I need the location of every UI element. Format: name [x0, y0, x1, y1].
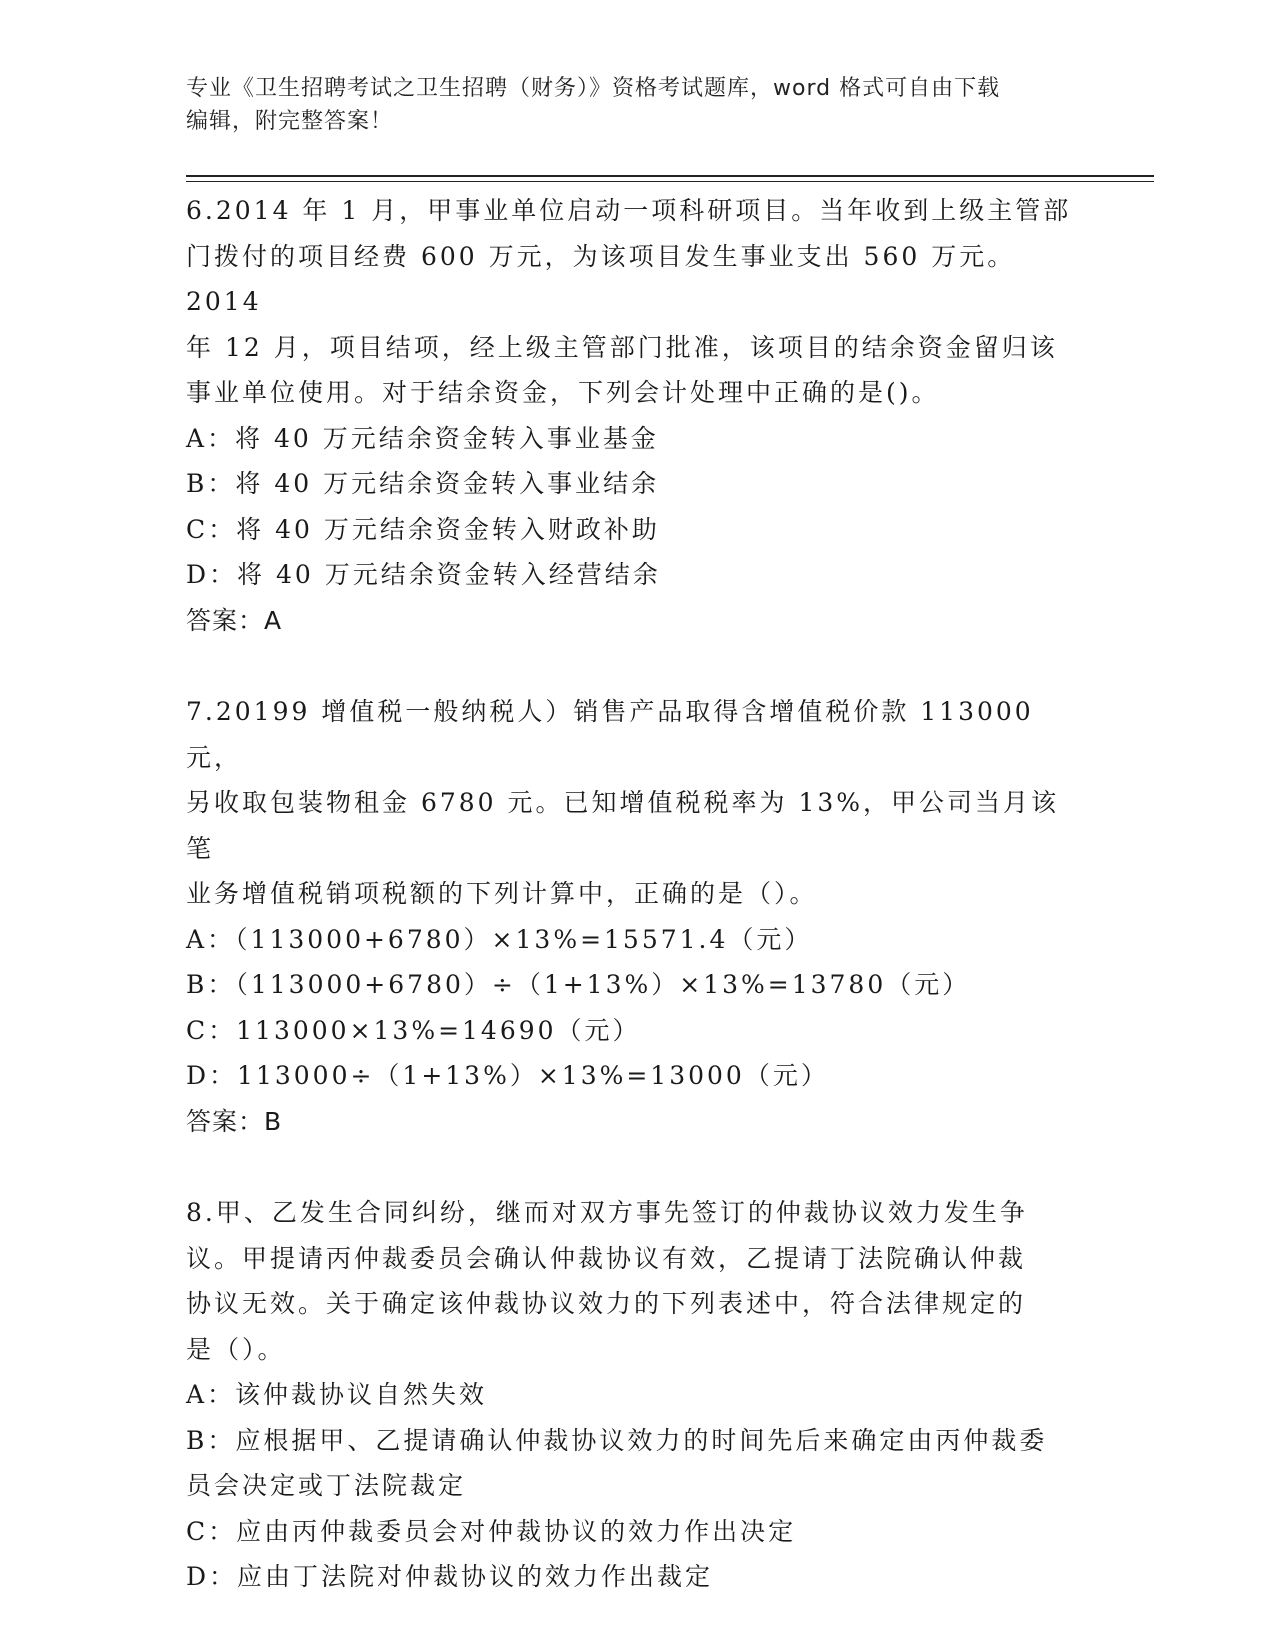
question-7	[186, 689, 1076, 1144]
question-stem-line: 8.甲、乙发生合同纠纷，继而对双方事先签订的仲裁协议效力发生争	[186, 1198, 1028, 1227]
question-6	[186, 188, 1076, 643]
question-8	[186, 1190, 1076, 1600]
question-stem-line: 门拨付的项目经费 600 万元，为该项目发生事业支出 560 万元。2014	[186, 241, 1016, 316]
question-stem-line: 协议无效。关于确定该仲裁协议效力的下列表述中，符合法律规定的	[186, 1289, 1027, 1318]
option-b: B：将 40 万元结余资金转入事业结余	[186, 469, 660, 498]
option-d: D：将 40 万元结余资金转入经营结余	[186, 560, 661, 589]
option-a: A：该仲裁协议自然失效	[186, 1380, 488, 1409]
answer: 答案：A	[186, 605, 283, 635]
question-stem-line: 议。甲提请丙仲裁委员会确认仲裁协议有效，乙提请丁法院确认仲裁	[186, 1243, 1027, 1273]
option-a: A：将 40 万元结余资金转入事业基金	[186, 423, 659, 453]
question-stem-line: 6.2014 年 1 月，甲事业单位启动一项科研项目。当年收到上级主管部	[186, 196, 1072, 225]
question-stem-line: 业务增值税销项税额的下列计算中，正确的是（）。	[186, 879, 818, 908]
document-header	[186, 72, 1066, 138]
header-title-line-1: 专业《卫生招聘考试之卫生招聘（财务）》资格考试题库，word 格式可自由下载	[186, 76, 1001, 101]
option-b-continued: 员会决定或丁法院裁定	[186, 1471, 467, 1500]
question-stem-line: 7.20199 增值税一般纳税人）销售产品取得含增值税价款 113000 元，	[186, 697, 1034, 772]
option-a: A：（113000+6780）×13%=15571.4（元）	[186, 924, 813, 954]
header-divider-thin	[186, 181, 1154, 182]
question-stem-line: 另收取包装物租金 6780 元。已知增值税税率为 13%，甲公司当月该笔	[186, 788, 1060, 863]
option-c: C：113000×13%=14690（元）	[186, 1015, 641, 1045]
option-c: C：将 40 万元结余资金转入财政补助	[186, 514, 660, 544]
option-c: C：应由丙仲裁委员会对仲裁协议的效力作出决定	[186, 1516, 797, 1546]
question-list	[186, 188, 1076, 1646]
question-stem-line: 是（）。	[186, 1334, 286, 1364]
option-d: D：113000÷（1+13%）×13%=13000（元）	[186, 1061, 829, 1090]
header-title-line-2: 编辑，附完整答案！	[186, 109, 394, 134]
option-b: B：应根据甲、乙提请确认仲裁协议效力的时间先后来确定由丙仲裁委	[186, 1425, 1048, 1455]
header-divider-thick	[186, 175, 1154, 177]
answer: 答案：B	[186, 1106, 283, 1136]
question-stem-line: 年 12 月，项目结项，经上级主管部门批准，该项目的结余资金留归该	[186, 332, 1058, 362]
option-b: B：（113000+6780）÷（1+13%）×13%=13780（元）	[186, 970, 971, 999]
option-d: D：应由丁法院对仲裁协议的效力作出裁定	[186, 1562, 714, 1591]
question-stem-line: 事业单位使用。对于结余资金，下列会计处理中正确的是()。	[186, 378, 940, 407]
